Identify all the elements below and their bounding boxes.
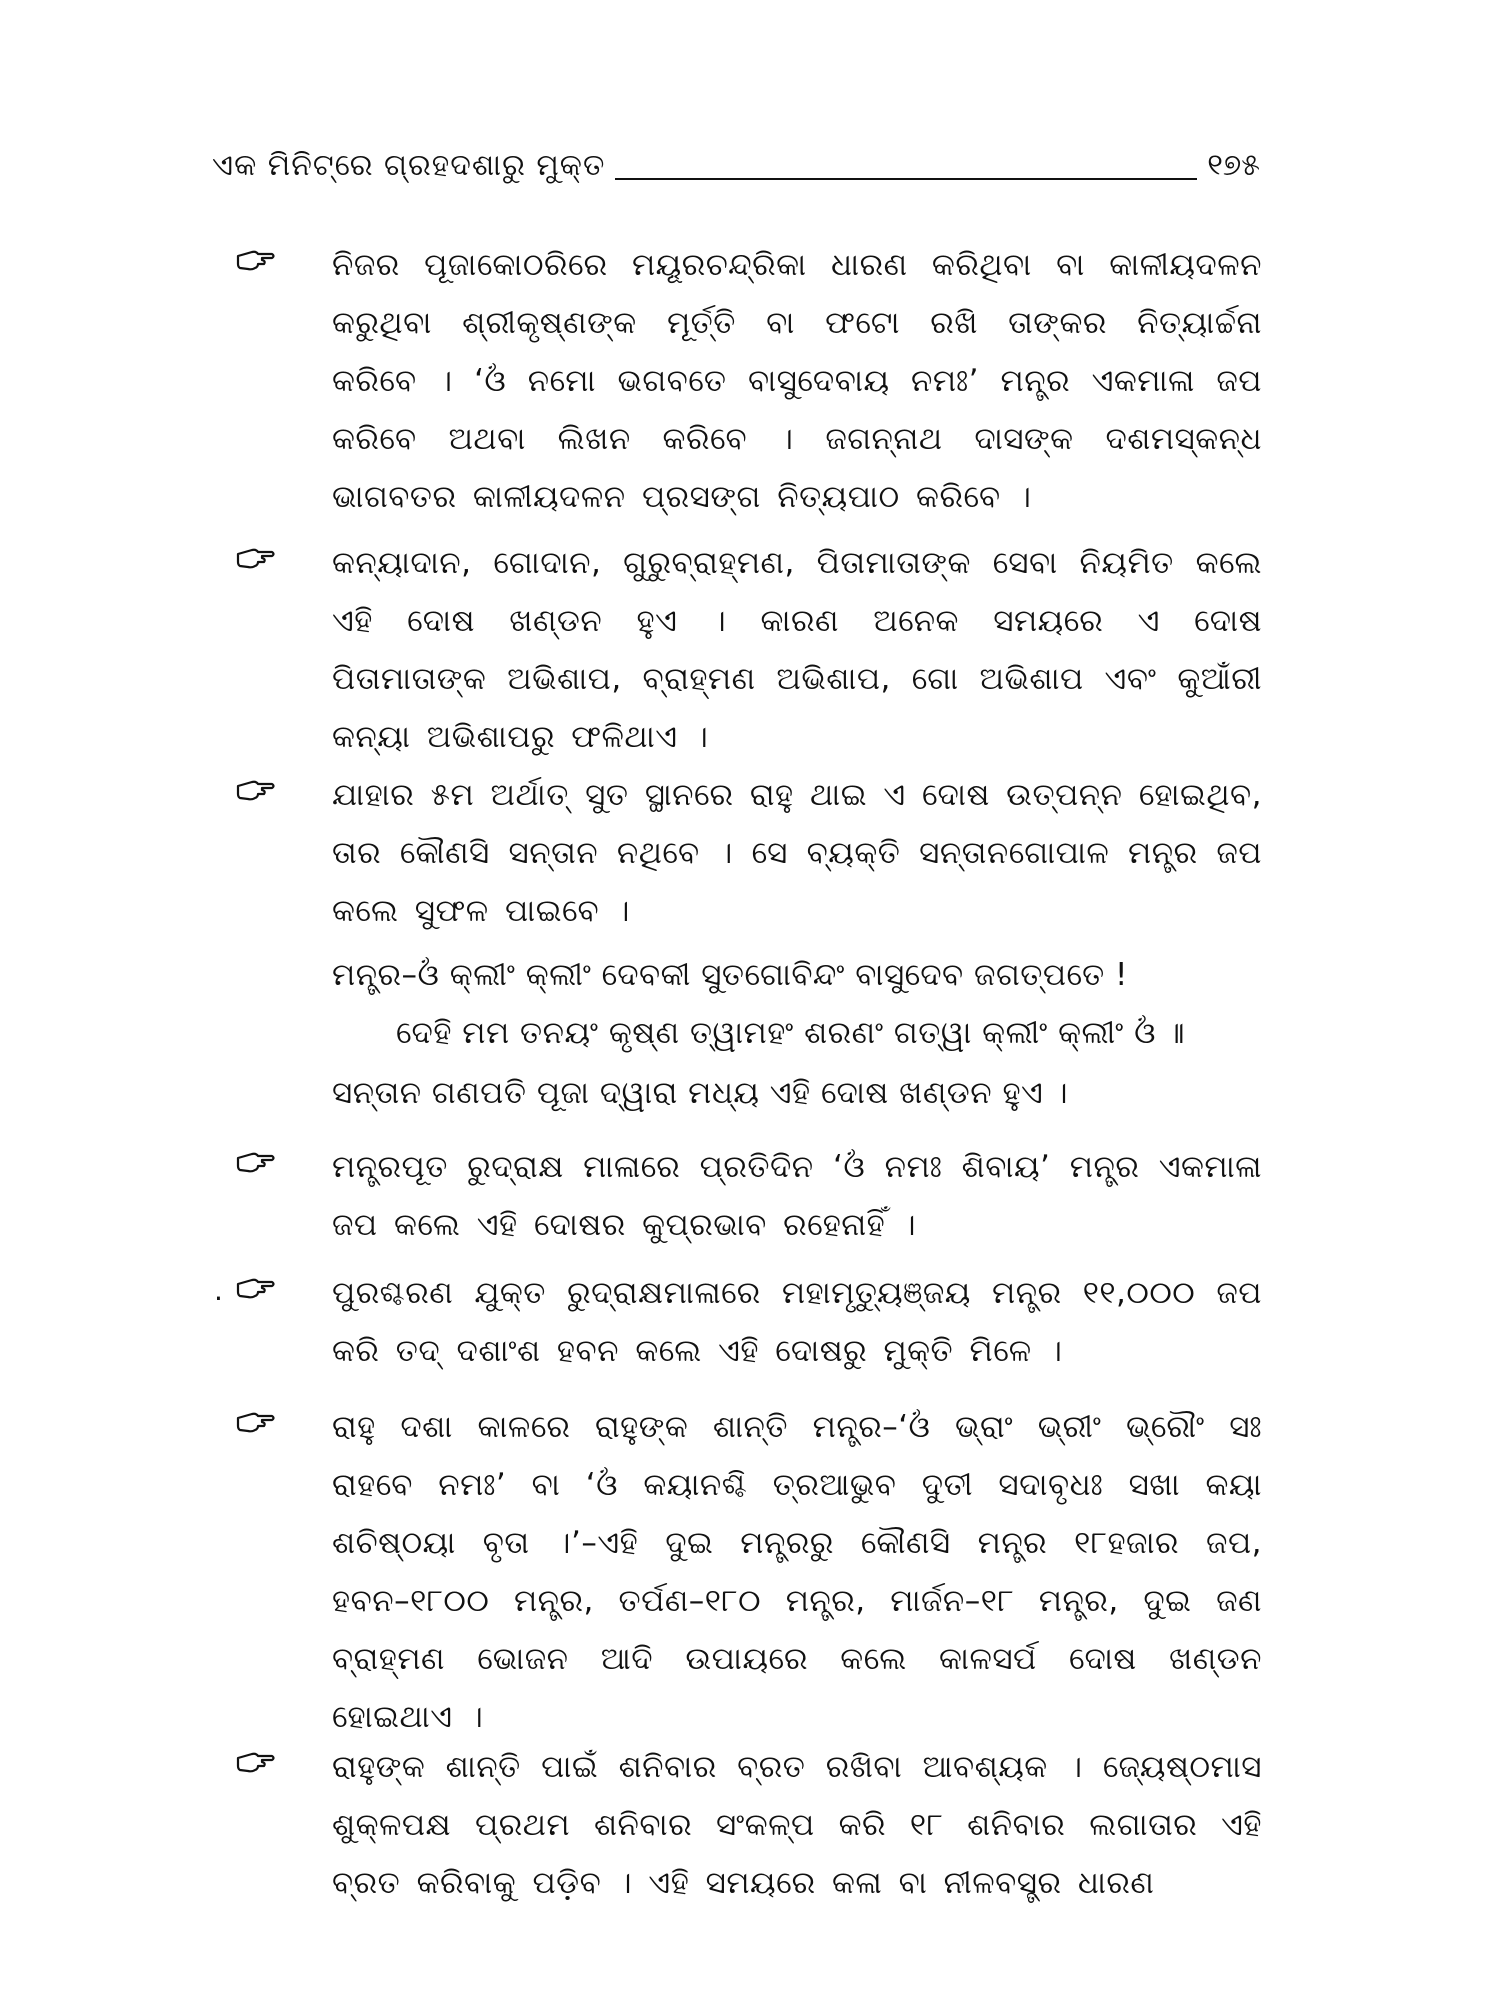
running-head: ଏକ ମିନିଟ୍‌ରେ ଗ୍ରହଦଶାରୁ ମୁକ୍ତ (212, 148, 606, 183)
list-item-text: କନ୍ୟାଦାନ, ଗୋଦାନ, ଗୁରୁବ୍ରାହ୍ମଣ, ପିତାମାତାଙ୍କ ସେବା ନିୟମିତ କଲେ ଏହି ଦୋଷ ଖଣ୍ଡନ ହୁଏ । କାରଣ ଅନେକ ସମୟରେ ଏ ଦୋଷ ପିତାମାତାଙ୍କ ଅଭିଶାପ, ବ୍ରାହ୍ମଣ ଅଭିଶାପ, ଗୋ ଅଭିଶାପ ଏବଂ କୁଆଁରୀ କନ୍ୟା ଅଭିଶାପରୁ ଫଳିଥାଏ । (332, 545, 1262, 755)
list-item-text: ଯାହାର ୫ମ ଅର୍ଥାତ୍ ସୁତ ସ୍ଥାନରେ ରାହୁ ଥାଇ ଏ ଦୋଷ ଉତ୍ପନ୍ନ ହୋଇଥିବ, ତାର କୌଣସି ସନ୍ତାନ ନଥିବେ । ସେ ବ୍ୟକ୍ତି ସନ୍ତାନଗୋପାଳ ମନ୍ତ୍ର ଜପ କଲେ ସୁଫଳ ପାଇବେ । (332, 777, 1263, 929)
pointing-hand-icon (232, 1270, 280, 1306)
mantra-line-2: ଦେହି ମମ ତନୟଂ କୃଷ୍ଣ ତ୍ୱାମହଂ ଶରଣଂ ଗତ୍ୱା କ୍ଲୀଂ କ୍ଲୀଂ ଓଁ ॥ (396, 1015, 1186, 1051)
pointing-hand-icon (232, 540, 280, 576)
page-number: ୧୭୫ (1207, 148, 1260, 183)
pointing-hand-icon (232, 242, 280, 278)
pointing-hand-icon (232, 1144, 280, 1180)
list-item-text: ନିଜର ପୂଜାକୋଠରିରେ ମୟୂରଚନ୍ଦ୍ରିକା ଧାରଣ କରିଥିବା ବା କାଳୀୟଦଳନ କରୁଥିବା ଶ୍ରୀକୃଷ୍ଣଙ୍କ ମୂର୍ତ୍ତି ବା ଫଟୋ ରଖି ତାଙ୍କର ନିତ୍ୟାର୍ଚ୍ଚନା କରିବେ । ‘ଓଁ ନମୋ ଭଗବତେ ବାସୁଦେବାୟ ନମଃ’ ମନ୍ତ୍ର ଏକମାଳା ଜପ କରିବେ ଅଥବା ଲିଖନ କରିବେ । ଜଗନ୍ନାଥ ଦାସଙ୍କ ଦଶମସ୍କନ୍ଧ ଭାଗବତର କାଳୀୟଦଳନ ପ୍ରସଙ୍ଗ ନିତ୍ୟପାଠ କରିବେ । (332, 247, 1262, 515)
mantra-line-1: ମନ୍ତ୍ର–ଓଁ କ୍ଲୀଂ କ୍ଲୀଂ ଦେବକୀ ସୁତଗୋବିନ୍ଦଂ ବାସୁଦେବ ଜଗତ୍‌ପତେ ! (332, 957, 1128, 993)
pointing-hand-icon (232, 772, 280, 808)
note-text: ସନ୍ତାନ ଗଣପତି ପୂଜା ଦ୍ୱାରା ମଧ୍ୟ ଏହି ଦୋଷ ଖଣ୍ଡନ ହୁଏ । (332, 1075, 1069, 1111)
pointing-hand-icon (232, 1744, 280, 1780)
stray-mark: · (214, 1282, 223, 1315)
list-item-text: ପୁରଶ୍ଚରଣ ଯୁକ୍ତ ରୁଦ୍ରାକ୍ଷମାଳାରେ ମହାମୃତ୍ୟୁଞ୍ଜୟ ମନ୍ତ୍ର ୧୧,୦୦୦ ଜପ କରି ତଦ୍ ଦଶାଂଶ ହବନ କଲେ ଏହି ଦୋଷରୁ ମୁକ୍ତି ମିଳେ । (332, 1275, 1262, 1369)
list-item-text: ରାହୁ ଦଶା କାଳରେ ରାହୁଙ୍କ ଶାନ୍ତି ମନ୍ତ୍ର–‘ଓଁ ଭ୍ରାଂ ଭ୍ରୀଂ ଭ୍ରୌଂ ସଃ ରାହବେ ନମଃ’ ବା ‘ଓଁ କୟାନଶ୍ଚି ତ୍ରଆଭୁବ ଦୁତୀ ସଦାବୃଧଃ ସଖା କୟା ଶଚିଷ୍ଠୟା ବୃତା ।’–ଏହି ଦୁଇ ମନ୍ତ୍ରରୁ କୌଣସି ମନ୍ତ୍ର ୧୮ହଜାର ଜପ, ହବନ–୧୮୦୦ ମନ୍ତ୍ର, ତର୍ପଣ–୧୮୦ ମନ୍ତ୍ର, ମାର୍ଜନ–୧୮ ମନ୍ତ୍ର, ଦୁଇ ଜଣ ବ୍ରାହ୍ମଣ ଭୋଜନ ଆଦି ଉପାୟରେ କଲେ କାଳସର୍ପ ଦୋଷ ଖଣ୍ଡନ ହୋଇଥାଏ । (332, 1409, 1262, 1735)
mantra-block (332, 946, 1262, 1062)
pointing-hand-icon (232, 1404, 280, 1440)
list-item-text: ରାହୁଙ୍କ ଶାନ୍ତି ପାଇଁ ଶନିବାର ବ୍ରତ ରଖିବା ଆବଶ୍ୟକ । ଜ୍ୟେଷ୍ଠମାସ ଶୁକ୍ଳପକ୍ଷ ପ୍ରଥମ ଶନିବାର ସଂକଳ୍ପ କରି ୧୮ ଶନିବାର ଲଗାତାର ଏହି ବ୍ରତ କରିବାକୁ ପଡ଼ିବ । ଏହି ସମୟରେ କଳା ବା ନୀଳବସ୍ତ୍ର ଧାରଣ (332, 1749, 1262, 1901)
list-item-text: ମନ୍ତ୍ରପୂତ ରୁଦ୍ରାକ୍ଷ ମାଳାରେ ପ୍ରତିଦିନ ‘ଓଁ ନମଃ ଶିବାୟ’ ମନ୍ତ୍ର ଏକମାଳା ଜପ କଲେ ଏହି ଦୋଷର କୁପ୍ରଭାବ ରହେନାହିଁ । (332, 1149, 1262, 1243)
